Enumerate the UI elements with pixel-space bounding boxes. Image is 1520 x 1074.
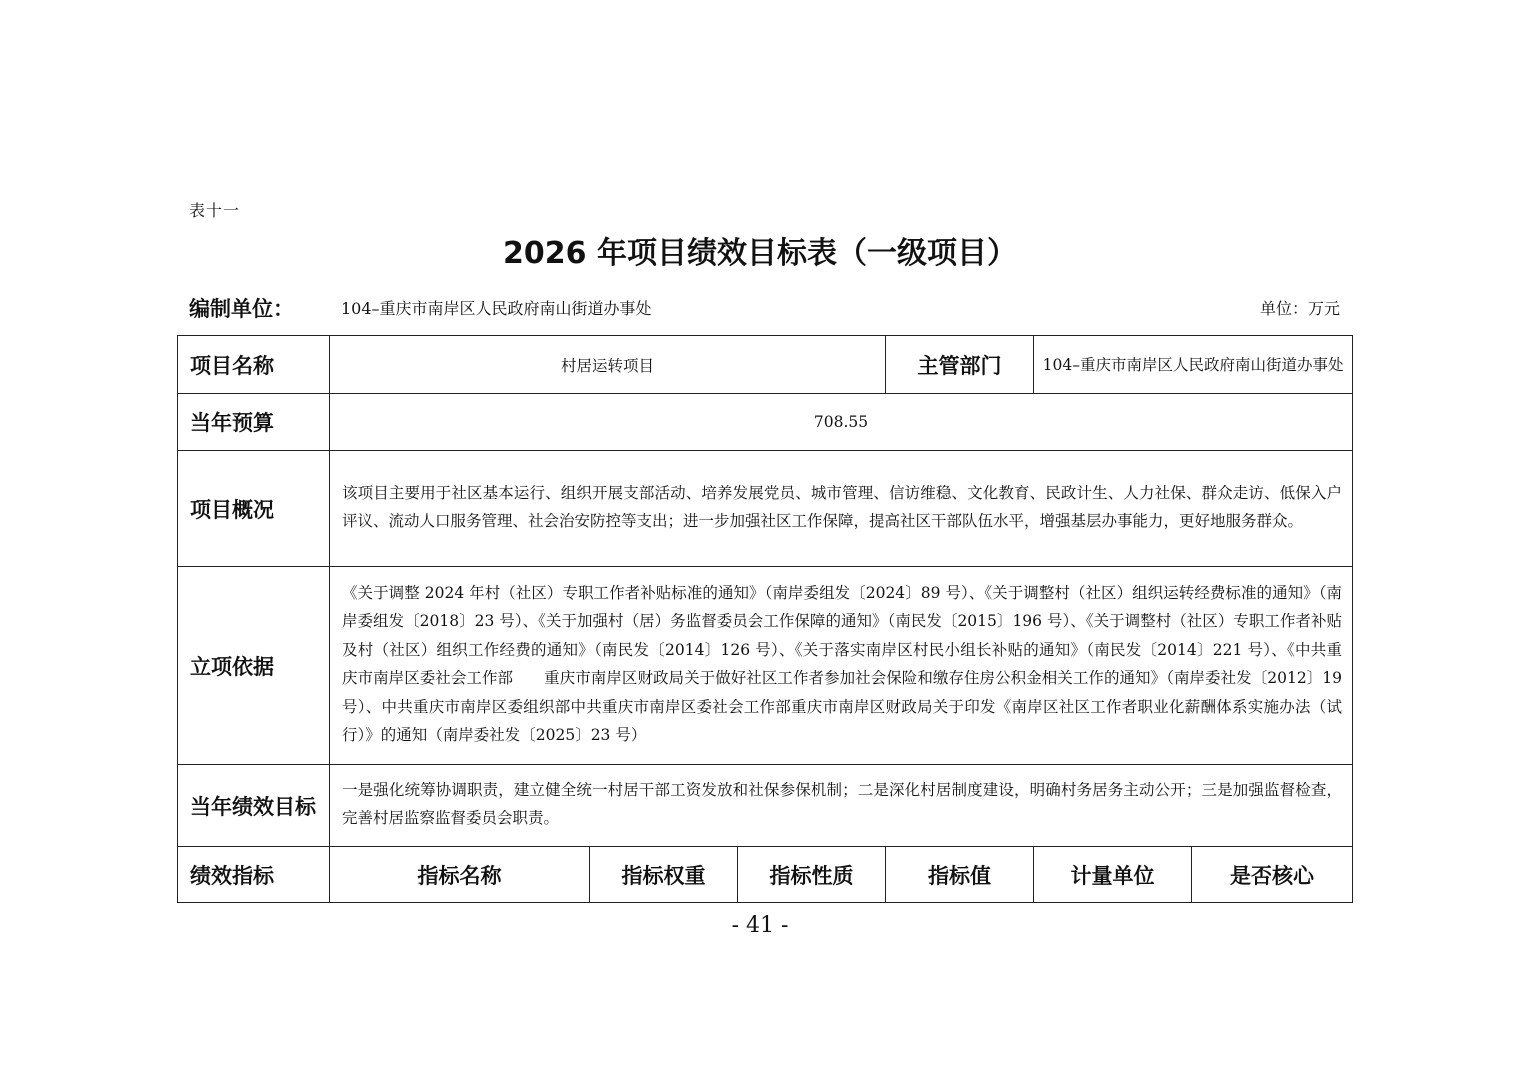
row-basis — [178, 567, 1353, 765]
table-number-label: 表十一 — [189, 201, 241, 220]
page-title: 2026 年项目绩效目标表（一级项目） — [503, 236, 1017, 271]
col-indicator-weight: 指标权重 — [590, 847, 738, 903]
basis-text: 《关于调整 2024 年村（社区）专职工作者补贴标准的通知》（南岸委组发〔2024〕89 号）、《关于调整村（社区）组织运转经费标准的通知》（南岸委组发〔2018〕23 号）、《关于加强村（居）务监督委员会工作保障的通知》（南民发〔2015〕196 号）、《关于调整村（社区）专职工作者补贴及村（社区）组织工作经费的通知》（南民发〔2014〕126 号）、《关于落实南岸区村民小组长补贴的通知》（南民发〔2014〕221 号）、《中共重庆市南岸区委社会工作部 重庆市南岸区财政局关于做好社区工作者参加社会保险和缴存住房公积金相关工作的通知》（南岸委社发〔2012〕19 号）、中共重庆市南岸区委组织部中共重庆市南岸区委社会工作部重庆市南岸区财政局关于印发《南岸区社区工作者职业化薪酬体系实施办法（试行）》的通知（南岸委社发〔2025〕23 号） — [330, 567, 1353, 765]
row-goal — [178, 765, 1353, 847]
overview-label: 项目概况 — [178, 451, 330, 567]
org-value: 104–重庆市南岸区人民政府南山街道办事处 — [341, 299, 652, 318]
row-indicators-header — [178, 847, 1353, 903]
col-measure-unit: 计量单位 — [1034, 847, 1192, 903]
budget-label: 当年预算 — [178, 394, 330, 451]
row-overview — [178, 451, 1353, 567]
col-indicator-value: 指标值 — [886, 847, 1034, 903]
org-label: 编制单位： — [189, 297, 294, 321]
row-budget — [178, 394, 1353, 451]
overview-text: 该项目主要用于社区基本运行、组织开展支部活动、培养发展党员、城市管理、信访维稳、文化教育、民政计生、人力社保、群众走访、低保入户评议、流动人口服务管理、社会治安防控等支出；进一步加强社区工作保障，提高社区干部队伍水平，增强基层办事能力，更好地服务群众。 — [330, 451, 1353, 567]
unit-label: 单位：万元 — [1259, 299, 1340, 318]
indicators-label: 绩效指标 — [178, 847, 330, 903]
goal-text: 一是强化统筹协调职责，建立健全统一村居干部工资发放和社保参保机制；二是深化村居制度建设，明确村务居务主动公开；三是加强监督检查，完善村居监察监督委员会职责。 — [330, 765, 1353, 847]
dept-value: 104–重庆市南岸区人民政府南山街道办事处 — [1034, 336, 1353, 394]
performance-table — [177, 335, 1353, 903]
col-is-core: 是否核心 — [1192, 847, 1353, 903]
basis-label: 立项依据 — [178, 567, 330, 765]
col-indicator-name: 指标名称 — [330, 847, 590, 903]
project-name-label: 项目名称 — [178, 336, 330, 394]
project-name-value: 村居运转项目 — [330, 336, 886, 394]
dept-label: 主管部门 — [886, 336, 1034, 394]
budget-value: 708.55 — [330, 394, 1353, 451]
page-number: - 41 - — [731, 913, 789, 938]
row-project-name — [178, 336, 1353, 394]
col-indicator-nature: 指标性质 — [738, 847, 886, 903]
goal-label: 当年绩效目标 — [178, 765, 330, 847]
